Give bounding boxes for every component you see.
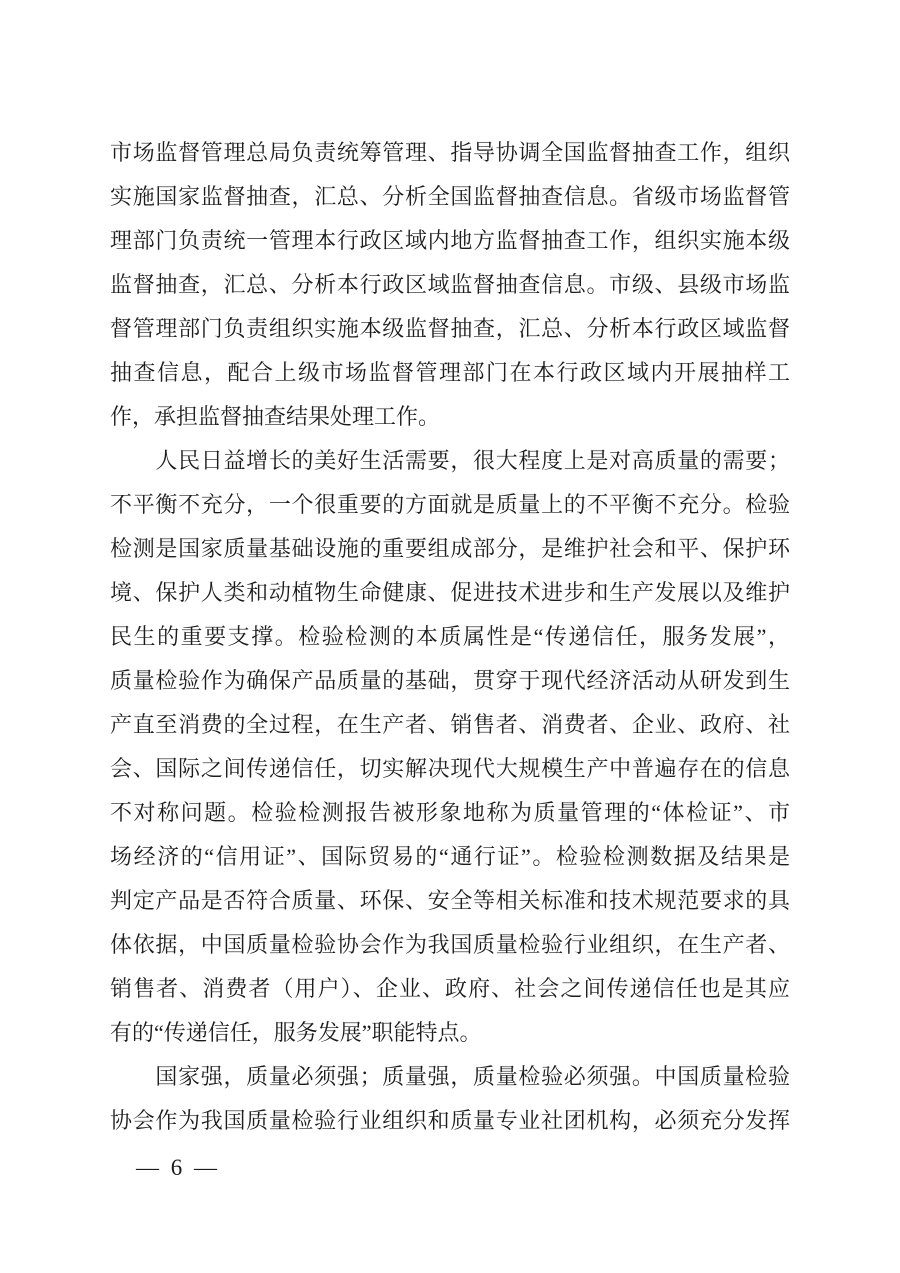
paragraph-inspection-testing-significance [110, 439, 790, 1055]
page-number: — 6 — [136, 1155, 220, 1180]
text-line: 市场监督管理总局负责统筹管理、指导协调全国监督抽查工作，组织 [110, 140, 790, 165]
text-line: 协会作为我国质量检验行业组织和质量专业社团机构，必须充分发挥 [110, 1108, 790, 1133]
text-line: 产直至消费的全过程，在生产者、销售者、消费者、企业、政府、社 [110, 712, 790, 737]
text-line: 境、保护人类和动植物生命健康、促进技术进步和生产发展以及维护 [110, 580, 790, 605]
text-line: 有的“传递信任，服务发展”职能特点。 [110, 1020, 482, 1045]
document-body [110, 131, 790, 1143]
text-line: 监督抽查，汇总、分析本行政区域监督抽查信息。市级、县级市场监 [110, 272, 790, 297]
paragraph-market-supervision-duties [110, 131, 790, 439]
text-line: 国家强，质量必须强；质量强，质量检验必须强。中国质量检验 [110, 1064, 790, 1089]
text-line: 实施国家监督抽查，汇总、分析全国监督抽查信息。省级市场监督管 [110, 184, 790, 209]
text-line: 判定产品是否符合质量、环保、安全等相关标准和技术规范要求的具 [110, 888, 790, 913]
text-line: 人民日益增长的美好生活需要，很大程度上是对高质量的需要； [110, 448, 790, 473]
text-line: 销售者、消费者（用户）、企业、政府、社会之间传递信任也是其应 [110, 976, 790, 1001]
text-line: 场经济的“信用证”、国际贸易的“通行证”。检验检测数据及结果是 [110, 844, 790, 869]
text-line: 不对称问题。检验检测报告被形象地称为质量管理的“体检证”、市 [110, 800, 790, 825]
text-line: 作，承担监督抽查结果处理工作。 [110, 404, 441, 429]
text-line: 抽查信息，配合上级市场监督管理部门在本行政区域内开展抽样工 [110, 360, 790, 385]
text-line: 督管理部门负责组织实施本级监督抽查，汇总、分析本行政区域监督 [110, 316, 790, 341]
text-line: 检测是国家质量基础设施的重要组成部分，是维护社会和平、保护环 [110, 536, 790, 561]
text-line: 质量检验作为确保产品质量的基础，贯穿于现代经济活动从研发到生 [110, 668, 790, 693]
text-line: 体依据，中国质量检验协会作为我国质量检验行业组织，在生产者、 [110, 932, 790, 957]
text-line: 理部门负责统一管理本行政区域内地方监督抽查工作，组织实施本级 [110, 228, 790, 253]
paragraph-quality-strong-nation [110, 1055, 790, 1143]
text-line: 民生的重要支撑。检验检测的本质属性是“传递信任，服务发展”， [110, 624, 790, 649]
text-line: 会、国际之间传递信任，切实解决现代大规模生产中普遍存在的信息 [110, 756, 790, 781]
text-line: 不平衡不充分，一个很重要的方面就是质量上的不平衡不充分。检验 [110, 492, 790, 517]
